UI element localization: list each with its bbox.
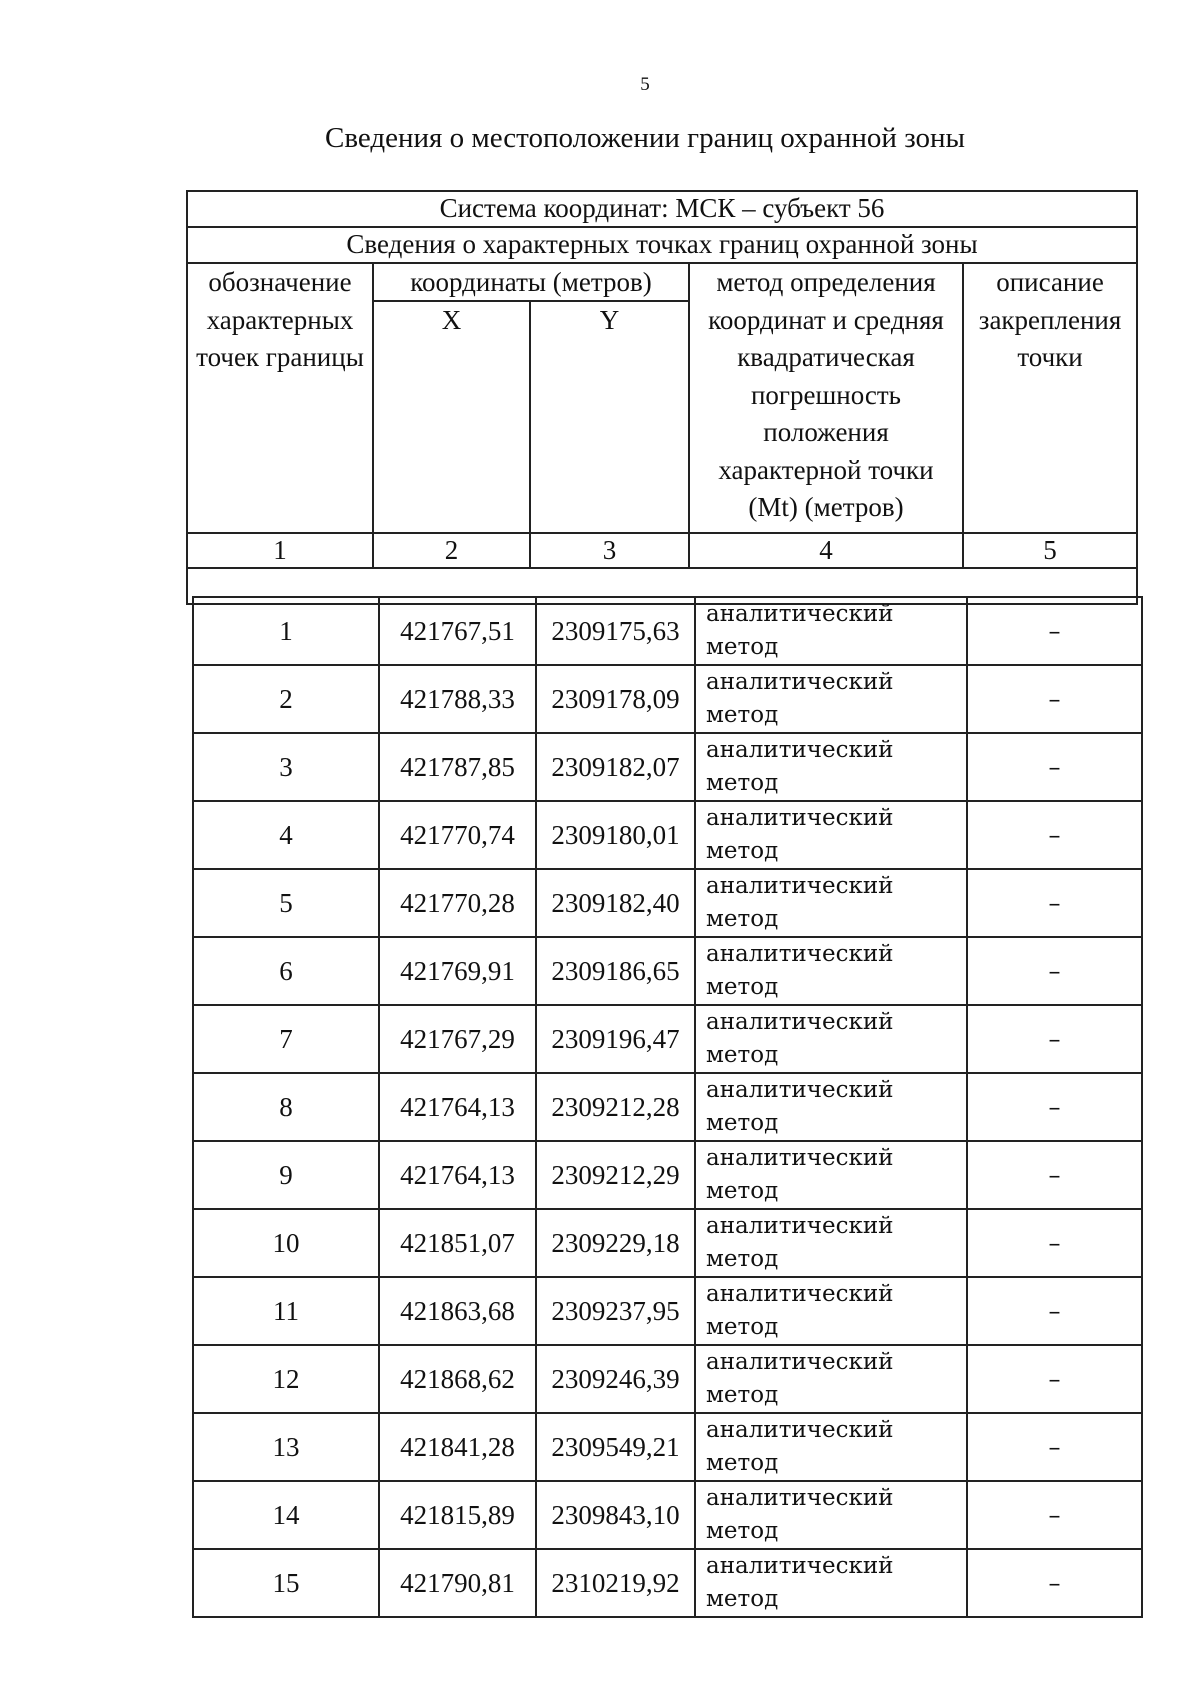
coordinate-y: 2309212,28 (536, 1073, 695, 1141)
method-line-2: метод (706, 1314, 779, 1340)
coordinate-x: 421767,51 (379, 597, 536, 665)
method-line-1: аналитический (706, 1009, 894, 1035)
coordinate-y: 2309178,09 (536, 665, 695, 733)
fixing-description: – (967, 1345, 1142, 1413)
table-row (193, 1413, 1142, 1481)
table-row (193, 1549, 1142, 1617)
method-cell (695, 1345, 967, 1413)
point-number: 2 (193, 665, 379, 733)
fixing-description: – (967, 1549, 1142, 1617)
coordinate-y: 2309175,63 (536, 597, 695, 665)
point-number: 7 (193, 1005, 379, 1073)
column-number: 5 (963, 533, 1137, 568)
coordinate-y: 2309843,10 (536, 1481, 695, 1549)
fixing-description: – (967, 597, 1142, 665)
method-line-2: метод (706, 1042, 779, 1068)
fixing-description: – (967, 1277, 1142, 1345)
method-cell (695, 1209, 967, 1277)
coordinate-x: 421764,13 (379, 1141, 536, 1209)
column-number: 3 (530, 533, 689, 568)
coordinate-x: 421769,91 (379, 937, 536, 1005)
coordinate-y: 2309182,40 (536, 869, 695, 937)
method-line-1: аналитический (706, 941, 894, 967)
coordinate-x: 421863,68 (379, 1277, 536, 1345)
method-cell (695, 1141, 967, 1209)
fixing-description: – (967, 1481, 1142, 1549)
fixing-description: – (967, 665, 1142, 733)
method-line-1: аналитический (706, 1417, 894, 1443)
fixing-description: – (967, 1413, 1142, 1481)
coordinate-x: 421815,89 (379, 1481, 536, 1549)
method-line-1: аналитический (706, 805, 894, 831)
table-row (193, 1277, 1142, 1345)
header-fixing-description: описание закрепления точки (963, 263, 1137, 533)
method-line-1: аналитический (706, 1077, 894, 1103)
header-y: Y (530, 301, 689, 533)
coordinate-x: 421767,29 (379, 1005, 536, 1073)
method-cell (695, 1413, 967, 1481)
point-number: 3 (193, 733, 379, 801)
method-cell (695, 937, 967, 1005)
point-number: 1 (193, 597, 379, 665)
method-cell (695, 597, 967, 665)
method-cell (695, 1481, 967, 1549)
coordinate-y: 2309549,21 (536, 1413, 695, 1481)
table-row (193, 1481, 1142, 1549)
table-row (193, 801, 1142, 869)
table-row (193, 1005, 1142, 1073)
fixing-description: – (967, 1005, 1142, 1073)
table-row (193, 869, 1142, 937)
method-line-2: метод (706, 770, 779, 796)
method-line-1: аналитический (706, 1553, 894, 1579)
coordinates-table-header (186, 190, 1138, 605)
coordinate-system-label: Система координат: МСК – субъект 56 (187, 191, 1137, 227)
fixing-description: – (967, 733, 1142, 801)
point-number: 14 (193, 1481, 379, 1549)
table-row (193, 733, 1142, 801)
method-line-1: аналитический (706, 1213, 894, 1239)
coordinate-y: 2309212,29 (536, 1141, 695, 1209)
page-number: 5 (640, 74, 650, 95)
point-number: 11 (193, 1277, 379, 1345)
document-title: Сведения о местоположении границ охранной зоны (324, 122, 965, 154)
method-cell (695, 801, 967, 869)
method-line-1: аналитический (706, 737, 894, 763)
method-line-2: метод (706, 1178, 779, 1204)
coordinate-y: 2309229,18 (536, 1209, 695, 1277)
point-number: 10 (193, 1209, 379, 1277)
table-row (193, 1141, 1142, 1209)
method-line-1: аналитический (706, 1281, 894, 1307)
coordinate-y: 2309246,39 (536, 1345, 695, 1413)
method-line-2: метод (706, 906, 779, 932)
coordinate-y: 2309196,47 (536, 1005, 695, 1073)
coordinate-x: 421787,85 (379, 733, 536, 801)
point-number: 15 (193, 1549, 379, 1617)
column-number: 2 (373, 533, 530, 568)
table-row (193, 1209, 1142, 1277)
method-line-2: метод (706, 1586, 779, 1612)
column-number: 4 (689, 533, 963, 568)
section-title: Сведения о характерных точках границ охранной зоны (187, 227, 1137, 263)
header-coordinates: координаты (метров) (373, 263, 689, 301)
fixing-description: – (967, 801, 1142, 869)
coordinate-y: 2309186,65 (536, 937, 695, 1005)
point-number: 5 (193, 869, 379, 937)
fixing-description: – (967, 1073, 1142, 1141)
coordinate-x: 421770,74 (379, 801, 536, 869)
table-row (193, 665, 1142, 733)
method-line-2: метод (706, 634, 779, 660)
coordinate-y: 2309237,95 (536, 1277, 695, 1345)
coordinates-table-body (192, 596, 1143, 1618)
point-number: 12 (193, 1345, 379, 1413)
method-line-1: аналитический (706, 1145, 894, 1171)
coordinate-y: 2309182,07 (536, 733, 695, 801)
fixing-description: – (967, 1209, 1142, 1277)
method-line-2: метод (706, 1246, 779, 1272)
point-number: 4 (193, 801, 379, 869)
fixing-description: – (967, 869, 1142, 937)
coordinate-x: 421841,28 (379, 1413, 536, 1481)
table-row (193, 1345, 1142, 1413)
point-number: 13 (193, 1413, 379, 1481)
method-cell (695, 665, 967, 733)
method-line-2: метод (706, 1382, 779, 1408)
coordinate-x: 421770,28 (379, 869, 536, 937)
method-cell (695, 869, 967, 937)
fixing-description: – (967, 1141, 1142, 1209)
coordinate-y: 2310219,92 (536, 1549, 695, 1617)
method-line-2: метод (706, 838, 779, 864)
method-cell (695, 1277, 967, 1345)
coordinate-x: 421790,81 (379, 1549, 536, 1617)
header-x: X (373, 301, 530, 533)
method-line-1: аналитический (706, 1485, 894, 1511)
method-line-1: аналитический (706, 1349, 894, 1375)
coordinate-x: 421788,33 (379, 665, 536, 733)
method-line-2: метод (706, 1518, 779, 1544)
coordinate-x: 421764,13 (379, 1073, 536, 1141)
method-line-1: аналитический (706, 601, 894, 627)
method-line-2: метод (706, 974, 779, 1000)
header-method: метод определения координат и средняя квадратическая погрешность положения характерной точки (Mt) (метров) (689, 263, 963, 533)
point-number: 8 (193, 1073, 379, 1141)
header-point-designation: обозначение характерных точек границы (187, 263, 373, 533)
method-cell (695, 1005, 967, 1073)
method-cell (695, 1073, 967, 1141)
table-row (193, 937, 1142, 1005)
method-line-2: метод (706, 1450, 779, 1476)
method-line-1: аналитический (706, 669, 894, 695)
coordinate-x: 421868,62 (379, 1345, 536, 1413)
point-number: 6 (193, 937, 379, 1005)
method-cell (695, 1549, 967, 1617)
coordinate-x: 421851,07 (379, 1209, 536, 1277)
point-number: 9 (193, 1141, 379, 1209)
column-number: 1 (187, 533, 373, 568)
fixing-description: – (967, 937, 1142, 1005)
method-cell (695, 733, 967, 801)
table-row (193, 597, 1142, 665)
coordinate-y: 2309180,01 (536, 801, 695, 869)
method-line-1: аналитический (706, 873, 894, 899)
method-line-2: метод (706, 1110, 779, 1136)
table-row (193, 1073, 1142, 1141)
method-line-2: метод (706, 702, 779, 728)
